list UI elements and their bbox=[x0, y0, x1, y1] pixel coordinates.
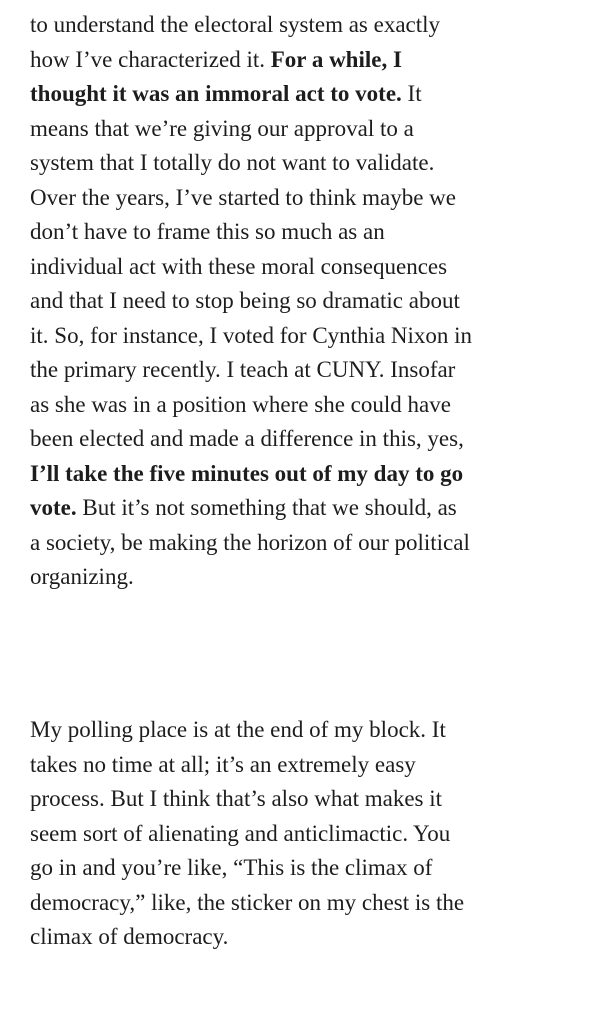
text-run: as she was in a position where she could have bbox=[30, 391, 451, 417]
text-line bbox=[30, 851, 464, 886]
text-line bbox=[30, 181, 472, 216]
text-line bbox=[30, 77, 472, 112]
text-line bbox=[30, 782, 464, 817]
text-line bbox=[30, 43, 472, 78]
bold-text-run: For a while, I bbox=[270, 46, 402, 72]
text-line bbox=[30, 250, 472, 285]
text-line bbox=[30, 886, 464, 921]
text-line bbox=[30, 353, 472, 388]
text-line bbox=[30, 112, 472, 147]
text-run: the primary recently. I teach at CUNY. Insofar bbox=[30, 357, 456, 382]
text-run: been elected and made a difference in this, yes, bbox=[30, 426, 464, 451]
text-run: climax of democracy. bbox=[30, 924, 229, 949]
text-run: It bbox=[401, 81, 422, 106]
text-run: democracy,” like, the sticker on my chest is the bbox=[30, 889, 465, 915]
bold-text-run: thought it was an immoral act to vote. bbox=[30, 81, 402, 106]
text-line bbox=[30, 748, 464, 783]
paragraph-1 bbox=[30, 8, 472, 595]
text-line bbox=[30, 491, 472, 526]
text-run: But it’s not something that we should, as bbox=[76, 495, 457, 520]
text-run: to understand the electoral system as exactly bbox=[30, 12, 441, 37]
text-line bbox=[30, 319, 472, 354]
text-line bbox=[30, 560, 472, 595]
text-run: Over the years, I’ve started to think maybe we bbox=[30, 184, 456, 210]
text-run: seem sort of alienating and anticlimactic. You bbox=[30, 820, 451, 846]
text-run: means that we’re giving our approval to a bbox=[30, 115, 414, 141]
text-run: go in and you’re like, “This is the climax of bbox=[30, 855, 433, 880]
text-line bbox=[30, 215, 472, 250]
text-line bbox=[30, 146, 472, 181]
text-run: it. So, for instance, I voted for Cynthia Nixon in bbox=[30, 322, 473, 348]
paragraph-2 bbox=[30, 713, 464, 955]
text-run: organizing. bbox=[30, 564, 134, 589]
text-run: system that I totally do not want to validate. bbox=[30, 150, 435, 175]
text-line bbox=[30, 284, 472, 319]
text-line bbox=[30, 422, 472, 457]
text-line bbox=[30, 713, 464, 748]
text-run: and that I need to stop being so dramatic about bbox=[30, 288, 460, 313]
text-line bbox=[30, 457, 472, 492]
text-line bbox=[30, 920, 464, 955]
text-line bbox=[30, 8, 472, 43]
text-run: how I’ve characterized it. bbox=[30, 46, 271, 72]
text-run: My polling place is at the end of my block. It bbox=[30, 717, 446, 742]
text-line bbox=[30, 388, 472, 423]
text-run: don’t have to frame this so much as an bbox=[30, 219, 385, 244]
text-line bbox=[30, 526, 472, 561]
text-run: individual act with these moral consequences bbox=[30, 253, 448, 279]
bold-text-run: I’ll take the five minutes out of my day to go bbox=[30, 460, 464, 486]
text-run: takes no time at all; it’s an extremely easy bbox=[30, 751, 416, 777]
text-line bbox=[30, 817, 464, 852]
text-run: process. But I think that’s also what makes it bbox=[30, 786, 443, 811]
text-run: a society, be making the horizon of our political bbox=[30, 529, 470, 555]
bold-text-run: vote. bbox=[30, 495, 77, 520]
